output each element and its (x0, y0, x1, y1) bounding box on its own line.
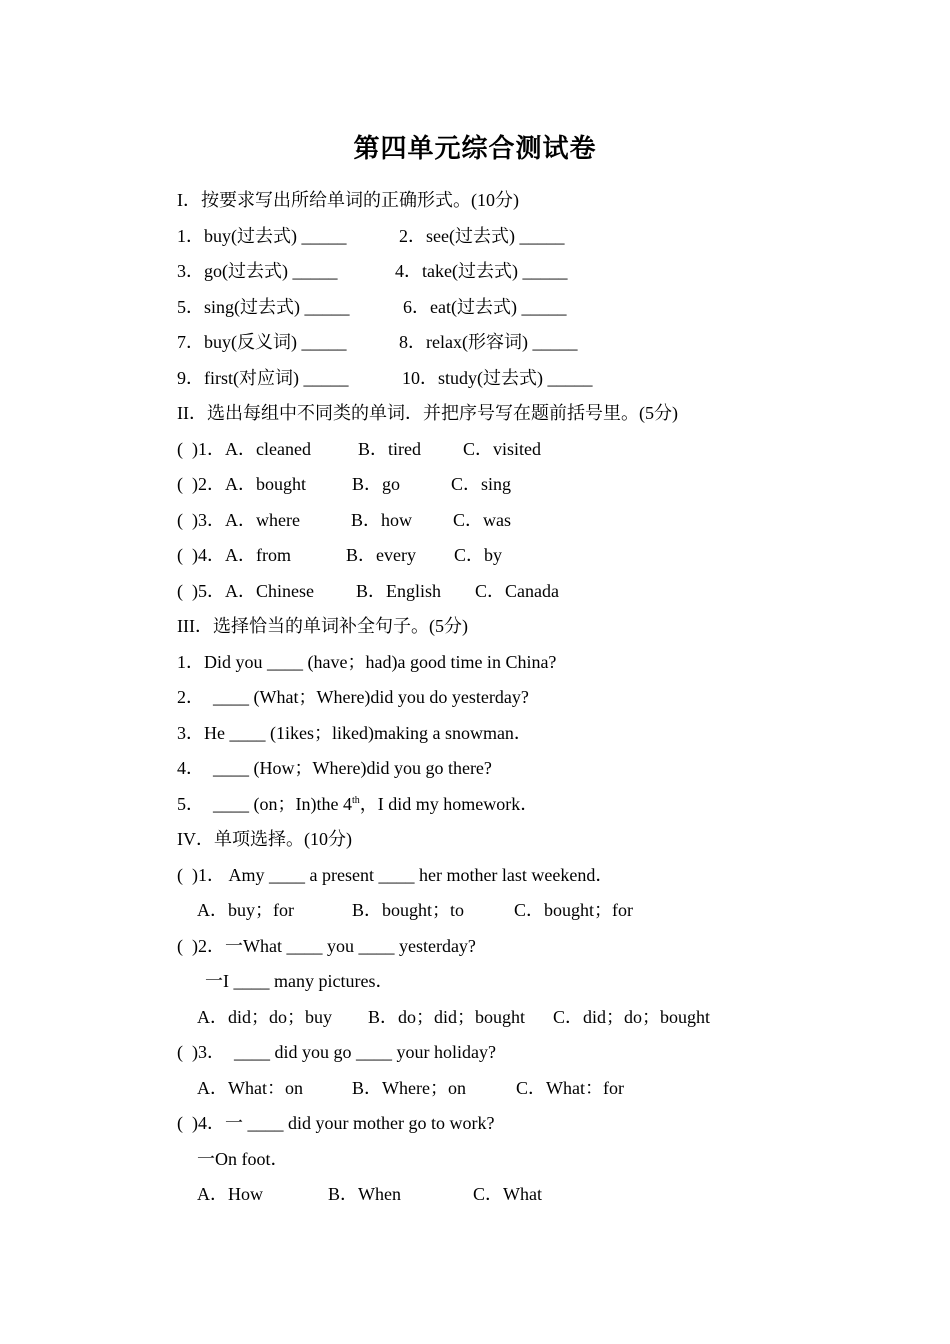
option-a: A．buy；for (197, 900, 294, 920)
section-2-heading: II．选出每组中不同类的单词．并把序号写在题前括号里。(5分) (177, 403, 678, 423)
question-with-option-a: ( )5．A．Chinese (177, 581, 314, 601)
option-a: A．What：on (197, 1078, 303, 1098)
options-row (197, 1076, 624, 1100)
exercise-item: 1．buy(过去式) _____ (177, 226, 347, 246)
exercise-item: 10．study(过去式) _____ (402, 368, 593, 388)
ordinal-suffix: th (351, 795, 360, 806)
option-c: C．by (454, 545, 503, 565)
option-b: B．every (346, 545, 416, 565)
option-c: C．Canada (475, 581, 559, 601)
option-c: C．did；do；bought (553, 1007, 711, 1027)
option-b: B．go (352, 474, 401, 494)
option-b: B．tired (358, 439, 421, 459)
list-item (177, 330, 578, 354)
section-3-heading: III．选择恰当的单词补全句子。(5分) (177, 616, 468, 636)
question-with-option-a: ( )4．A．from (177, 545, 291, 565)
exercise-item: 2．see(过去式) _____ (399, 226, 565, 246)
option-c: C．visited (463, 439, 542, 459)
question-2-answer-line: 一I ____ many pictures． (205, 971, 394, 991)
exercise-item (177, 792, 538, 816)
option-c: C．bought；for (514, 900, 633, 920)
question-4-answer-line: 一On foot． (197, 1149, 289, 1169)
option-b: B．English (356, 581, 442, 601)
options-row (197, 898, 633, 922)
list-item (177, 437, 542, 461)
option-c: C．was (453, 510, 511, 530)
list-item (177, 259, 568, 283)
item-5-text-end: ，I did my homework． (359, 794, 539, 814)
list-item (177, 543, 503, 567)
list-item (177, 224, 565, 248)
list-item (177, 366, 593, 390)
section-4-heading: IV．单项选择。(10分) (177, 829, 352, 849)
item-5-text: 5． ____ (on；In)the 4 (177, 794, 352, 814)
exercise-item: 9．first(对应词) _____ (177, 368, 349, 388)
option-b: B．bought；to (352, 900, 465, 920)
exercise-item: 4． ____ (How；Where)did you go there? (177, 758, 492, 778)
exercise-item: 1．Did you ____ (have；had)a good time in China? (177, 652, 557, 672)
page-title: 第四单元综合测试卷 (353, 134, 597, 164)
option-b: B．how (351, 510, 413, 530)
list-item (177, 472, 512, 496)
list-item (177, 508, 511, 532)
options-row (197, 1005, 711, 1029)
section-1-heading: I．按要求写出所给单词的正确形式。(10分) (177, 190, 519, 210)
exercise-item: 5．sing(过去式) _____ (177, 297, 350, 317)
exercise-item: 3．He ____ (1ikes；liked)making a snowman． (177, 723, 532, 743)
option-b: B．Where；on (352, 1078, 466, 1098)
option-a: A．did；do；buy (197, 1007, 332, 1027)
list-item (177, 579, 559, 603)
option-c: C．sing (451, 474, 512, 494)
option-c: C．What (473, 1184, 542, 1204)
exercise-item: 8．relax(形容词) _____ (399, 332, 578, 352)
exercise-item: 4．take(过去式) _____ (395, 261, 568, 281)
exercise-item: 2． ____ (What；Where)did you do yesterday? (177, 687, 529, 707)
question-2: ( )2．一What ____ you ____ yesterday? (177, 936, 476, 956)
question-1: ( )1． Amy ____ a present ____ her mother last weekend． (177, 865, 614, 885)
option-a: A．How (197, 1184, 263, 1204)
question-3: ( )3． ____ did you go ____ your holiday? (177, 1042, 496, 1062)
question-with-option-a: ( )1．A．cleaned (177, 439, 311, 459)
question-with-option-a: ( )3．A．where (177, 510, 300, 530)
option-b: B．When (328, 1184, 401, 1204)
question-with-option-a: ( )2．A．bought (177, 474, 306, 494)
exercise-item: 3．go(过去式) _____ (177, 261, 338, 281)
option-b: B．do；did；bought (368, 1007, 526, 1027)
options-row (197, 1182, 542, 1206)
exercise-item: 6．eat(过去式) _____ (403, 297, 567, 317)
list-item (177, 295, 567, 319)
question-4: ( )4．一 ____ did your mother go to work? (177, 1113, 495, 1133)
exercise-item: 7．buy(反义词) _____ (177, 332, 347, 352)
option-c: C．What：for (516, 1078, 624, 1098)
